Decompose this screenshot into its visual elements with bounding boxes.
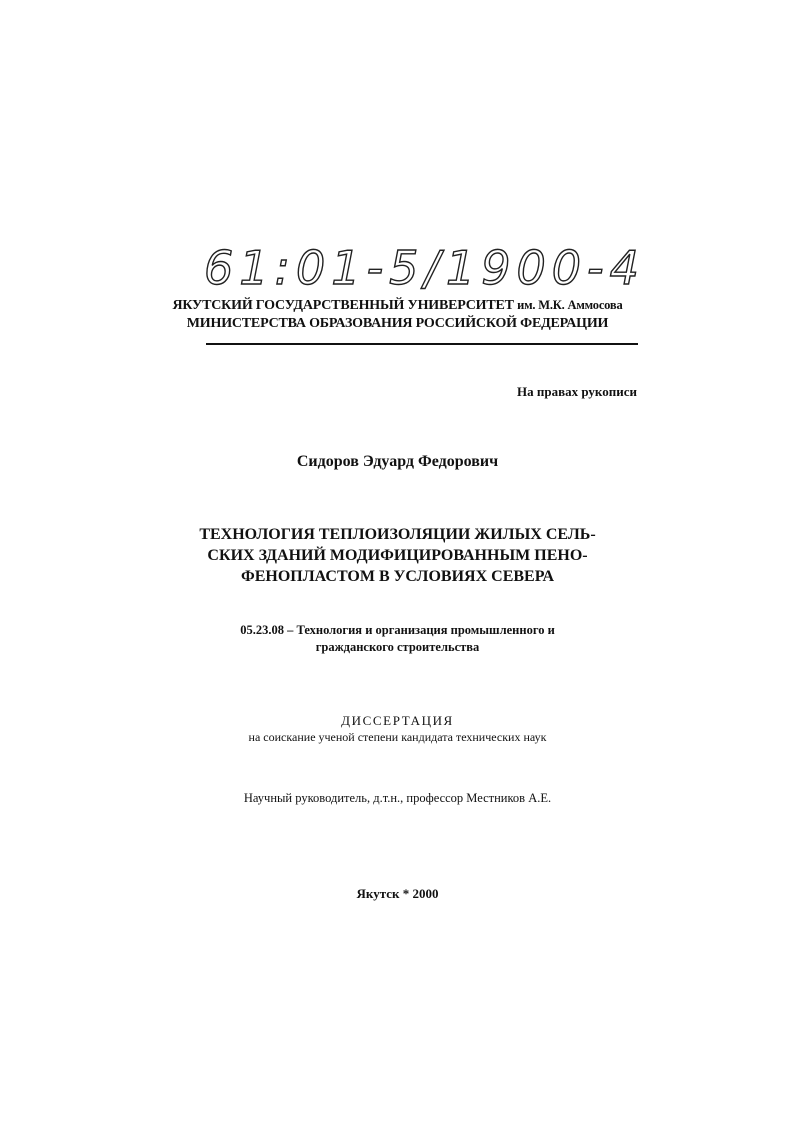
title-line-3: ФЕНОПЛАСТОМ В УСЛОВИЯХ СЕВЕРА <box>240 568 554 585</box>
handwritten-catalog-code <box>200 232 645 302</box>
university-header <box>0 296 795 333</box>
university-named-after: им. М.К. Аммосова <box>517 298 623 312</box>
title-line-1: ТЕХНОЛОГИЯ ТЕПЛОИЗОЛЯЦИИ ЖИЛЫХ СЕЛЬ- <box>199 526 596 543</box>
dissertation-label: ДИССЕРТАЦИЯ <box>341 713 454 728</box>
manuscript-rights: На правах рукописи <box>517 384 637 399</box>
header-divider <box>206 343 638 345</box>
handwritten-code-drawing <box>200 232 645 302</box>
specialty-line-1: 05.23.08 – Технология и организация промышленного и <box>240 623 555 637</box>
city-year: Якутск * 2000 <box>356 886 439 901</box>
ministry-line: МИНИСТЕРСТВА ОБРАЗОВАНИЯ РОССИЙСКОЙ ФЕДЕРАЦИИ <box>186 316 609 331</box>
specialty <box>0 622 795 656</box>
handwritten-code-text: 61:01-5/1900-4 <box>204 241 645 295</box>
university-line-1 <box>0 296 795 315</box>
title-line-2: СКИХ ЗДАНИЙ МОДИФИЦИРОВАННЫМ ПЕНО- <box>207 547 588 564</box>
author-name: Сидоров Эдуард Федорович <box>296 453 499 470</box>
supervisor: Научный руководитель, д.т.н., профессор Местников А.Е. <box>243 791 552 805</box>
degree-subtitle: на соискание ученой степени кандидата технических наук <box>248 730 547 744</box>
specialty-line-2: гражданского строительства <box>315 640 480 654</box>
dissertation-title <box>0 524 795 587</box>
university-name: ЯКУТСКИЙ ГОСУДАРСТВЕННЫЙ УНИВЕРСИТЕТ <box>172 298 514 313</box>
